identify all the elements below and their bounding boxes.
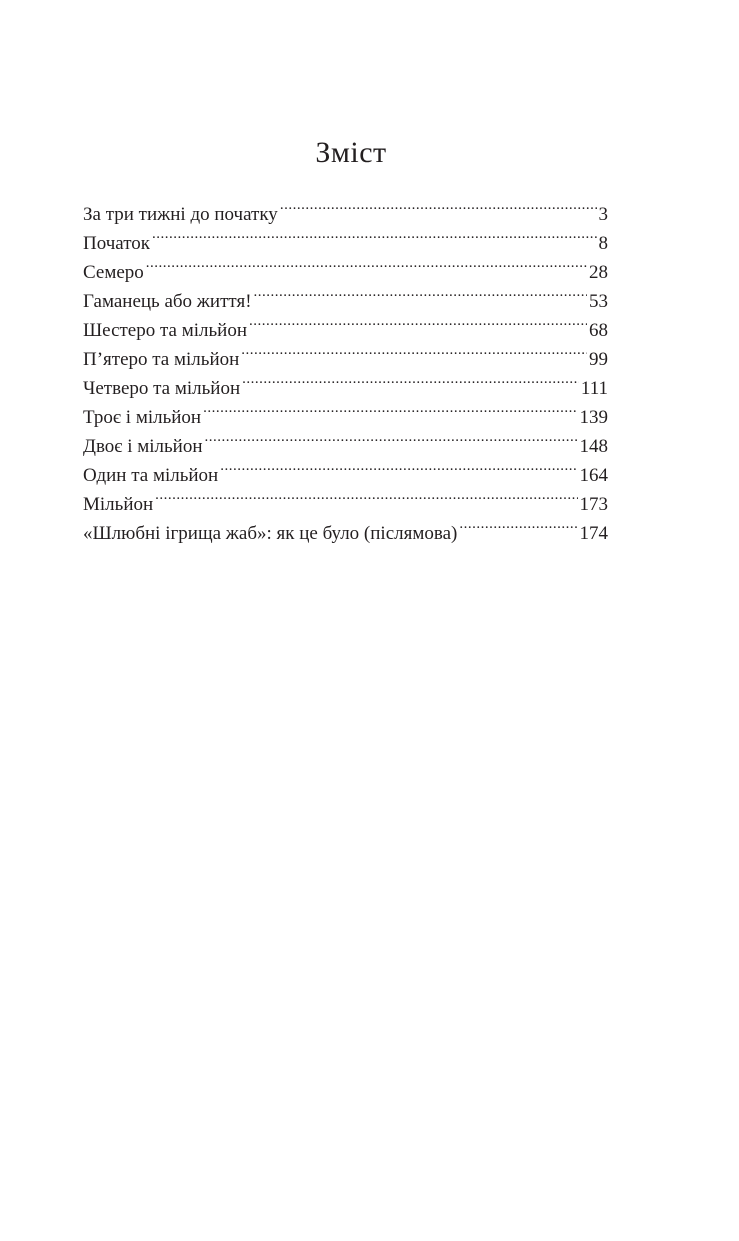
toc-entry-title: «Шлюбні ігрища жаб»: як це було (післямова) bbox=[83, 523, 458, 544]
toc-entry bbox=[83, 191, 608, 225]
toc-page-number: 68 bbox=[589, 320, 608, 341]
toc-entry bbox=[83, 481, 608, 515]
toc-entry-title: Троє і мільйон bbox=[83, 407, 202, 428]
toc-page-number: 111 bbox=[580, 378, 608, 399]
toc-entry-title: Один та мільйон bbox=[83, 465, 219, 486]
toc-page-number: 139 bbox=[579, 407, 608, 428]
dot-leader bbox=[252, 278, 587, 307]
toc-entry-title: Мільйон bbox=[83, 494, 154, 515]
dot-leader bbox=[239, 336, 587, 365]
toc-page-number: 148 bbox=[579, 436, 608, 457]
toc-entry-title: Шестеро та мільйон bbox=[83, 320, 247, 341]
toc-page-number: 173 bbox=[579, 494, 608, 515]
toc-entry-title: Гаманець або життя! bbox=[83, 291, 252, 312]
dot-leader bbox=[278, 191, 597, 220]
dot-leader bbox=[240, 365, 579, 394]
toc-page-number: 28 bbox=[589, 262, 608, 283]
toc-entry-title: Двоє і мільйон bbox=[83, 436, 203, 457]
toc-page-number: 8 bbox=[598, 233, 608, 254]
toc-page-number: 164 bbox=[579, 465, 608, 486]
dot-leader bbox=[144, 249, 587, 278]
toc-entry-title: Семеро bbox=[83, 262, 144, 283]
page-title: Зміст bbox=[315, 136, 387, 169]
toc-entry-title: Четверо та мільйон bbox=[83, 378, 241, 399]
toc-entry bbox=[83, 249, 608, 283]
dot-leader bbox=[247, 307, 587, 336]
toc-page-number: 3 bbox=[598, 204, 608, 225]
dot-leader bbox=[150, 220, 596, 249]
toc-page-number: 174 bbox=[579, 523, 608, 544]
dot-leader bbox=[457, 510, 577, 539]
dot-leader bbox=[201, 394, 577, 423]
toc-entry bbox=[83, 278, 608, 312]
dot-leader bbox=[153, 481, 577, 510]
table-of-contents bbox=[83, 191, 608, 544]
toc-entry-title: За три тижні до початку bbox=[83, 204, 278, 225]
dot-leader bbox=[203, 423, 578, 452]
toc-entry bbox=[83, 510, 608, 544]
toc-entry-title: Початок bbox=[83, 233, 151, 254]
dot-leader bbox=[218, 452, 577, 481]
toc-page-number: 99 bbox=[589, 349, 608, 370]
toc-entry-title: П’ятеро та мільйон bbox=[83, 349, 240, 370]
toc-entry bbox=[83, 220, 608, 254]
toc-page-number: 53 bbox=[589, 291, 608, 312]
